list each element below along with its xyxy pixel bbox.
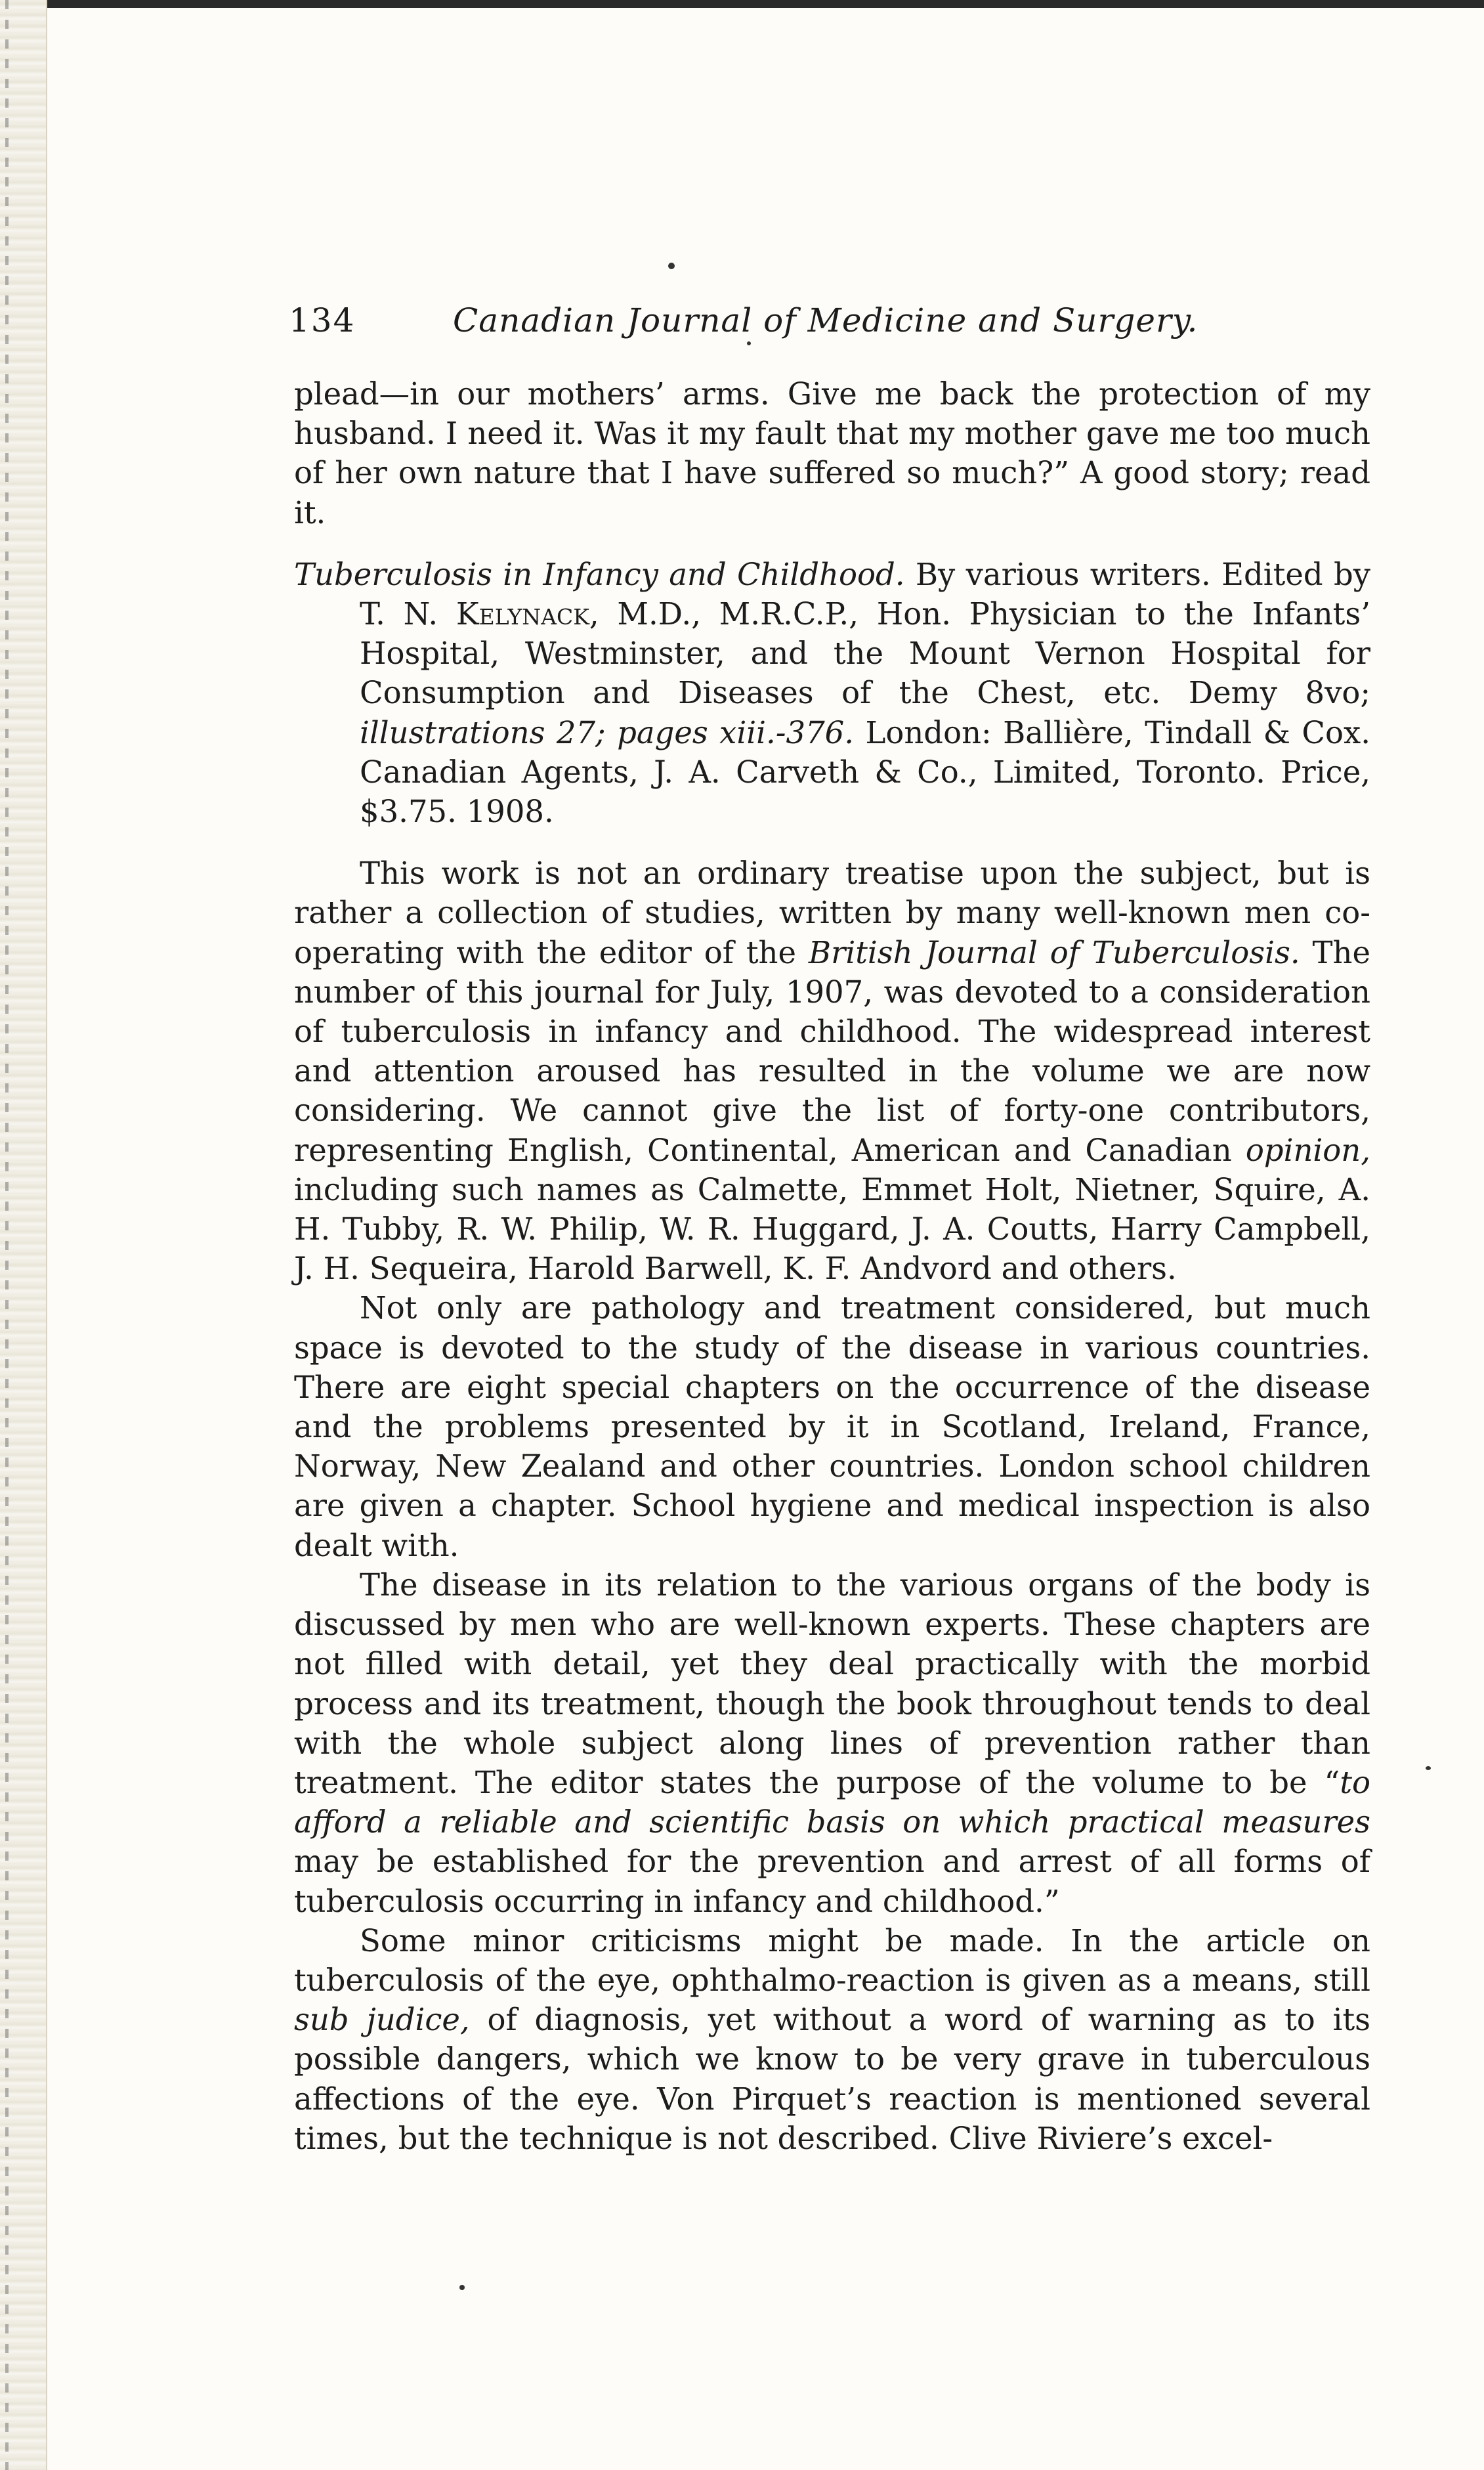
journal-title: British Journal of Tuberculosis. — [808, 934, 1300, 970]
scan-top-rule — [0, 0, 1484, 8]
book-publisher: London: Ballière, Tindall & Cox. Canadian Agents, J. A. Carveth & Co., Limited, Toronto. Price, $3.75. 1908. — [360, 714, 1370, 830]
book-editor: Kelynack — [456, 596, 589, 632]
book-citation — [294, 555, 1370, 831]
paragraph: Not only are pathology and treatment considered, but much space is devoted to the study of the disease in various countries. There are eight special chapters on the occurrence of the disease and the problems presented by it in Scotland, Ireland, France, Norway, New Zealand and other countries. London school children are given a chapter. School hygiene and medical inspection is also dealt with. — [294, 1290, 1370, 1563]
latin-phrase: sub judice, — [294, 2002, 470, 2038]
page-header — [289, 294, 1391, 347]
text-italic: opinion, — [1245, 1132, 1370, 1168]
paragraph — [294, 1565, 1370, 1921]
quoted-purpose: to afford a reliable and scientific basis on which practical measures — [294, 1764, 1370, 1840]
text-run: This work is not an ordinary treatise upon the subject, but is rather a collection of studies, written by many well-known men co-operating with the editor of the — [294, 856, 1370, 970]
running-title: Canadian Journal of Medicine and Surgery. — [453, 301, 1198, 339]
print-speck — [1426, 1766, 1431, 1770]
text-run: Some minor criticisms might be made. In the article on tuberculosis of the eye, ophthalmo-reaction is given as a means, still — [294, 1922, 1370, 1998]
book-details: , M.D., M.R.C.P., Hon. Physician to the Infants’ Hospital, Westminster, and the Mount Vernon Hospital for Consumption and Diseases of the Chest, etc. Demy 8vo; — [360, 596, 1370, 711]
page-number: 134 — [289, 301, 356, 339]
paragraph-continuation: plead—in our mothers’ arms. Give me back the protection of my husband. I need it. Was it my fault that my mother gave me too much of her own nature that I have suffered so much?” A good story; read it. — [294, 376, 1370, 531]
book-by: By various writers. Edited by T. N. — [360, 556, 1370, 632]
paragraph — [294, 1921, 1370, 2158]
scan-binding-edge — [0, 0, 47, 2470]
paragraph — [294, 854, 1370, 1288]
article-text — [294, 374, 1370, 2158]
book-illustrations: illustrations 27; pages xiii.-376. — [360, 714, 855, 750]
text-run: The disease in its relation to the various organs of the body is discussed by men who are well-known experts. These chapters are not filled with detail, yet they deal practically with the morbid process and its treatment, though the book throughout tends to deal with the whole subject along lines of prevention rather than treatment. The editor states the purpose of the volume to be “ — [294, 1567, 1370, 1800]
text-run: including such names as Calmette, Emmet Holt, Nietner, Squire, A. H. Tubby, R. W. Philip, W. R. Huggard, J. A. Coutts, Harry Campbell, J. H. Sequeira, Harold Barwell, K. F. Andvord and others. — [294, 1171, 1370, 1287]
book-title: Tuberculosis in Infancy and Childhood. — [294, 556, 905, 592]
text-run: of diagnosis, yet without a word of warning as to its possible dangers, which we know to be very grave in tuberculous affections of the eye. Von Pirquet’s reaction is mentioned several times, but the technique is not described. Clive Riviere’s excel- — [294, 2002, 1370, 2156]
print-speck — [668, 263, 675, 269]
text-run: may be established for the prevention and arrest of all forms of tuberculosis occurring in infancy and childhood.” — [294, 1844, 1370, 1919]
binding-stitch-marks — [5, 0, 9, 2470]
text-run: The number of this journal for July, 1907, was devoted to a consideration of tuberculosis in infancy and childhood. The widespread interest and attention aroused has resulted in the volume we are now considering. We cannot give the list of forty-one contributors, representing English, Continental, American and Canadian — [294, 934, 1371, 1168]
print-speck — [459, 2285, 465, 2290]
